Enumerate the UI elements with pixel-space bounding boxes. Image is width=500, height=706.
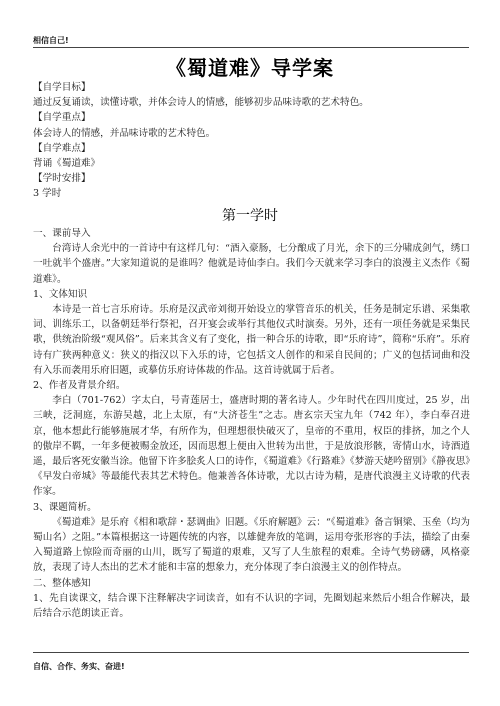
difficulty-heading: 【自学难点】 bbox=[33, 142, 91, 154]
header-divider bbox=[33, 47, 469, 48]
page-title: 《蜀道难》导学案 bbox=[166, 56, 334, 80]
goal-text: 通过反复诵读，读懂诗歌，并体会诗人的情感，能够初步品味诗歌的艺术特色。 bbox=[33, 97, 369, 109]
lesson-body bbox=[33, 226, 470, 621]
footer-motto: 自信、合作、务实、奋进! bbox=[33, 662, 125, 671]
goals-block bbox=[33, 80, 470, 202]
schedule-text: 3 学时 bbox=[33, 188, 62, 200]
key-point-heading: 【自学重点】 bbox=[33, 112, 91, 124]
lesson-title: 第一学时 bbox=[222, 208, 278, 224]
genre-paragraph: 本诗是一首七言乐府诗。乐府是汉武帝刘彻开始设立的掌管音乐的机关，任务是制定乐谱、采集歌词、训练乐工，以备朝廷举行祭祀，召开宴会或举行其他仪式时演奏。另外，还有一项任务就是采集民歌，供统治阶级“观风俗”。后来其含义有了变化，指一种合乐的诗歌，即“乐府诗”，简称“乐府”。乐府诗有广狭两种意义：狭义的指汉以下入乐的诗，它包括文人创作的和采自民间的；广义的包括词曲和没有入乐而袭用乐府旧题，或摹仿乐府诗体裁的作品。这首诗就属于后者。 bbox=[33, 304, 470, 376]
author-heading: 2、作者及背景介绍。 bbox=[33, 380, 126, 392]
header-motto: 相信自己! bbox=[33, 36, 69, 45]
goal-heading: 【自学目标】 bbox=[33, 82, 91, 93]
schedule-heading: 【学时安排】 bbox=[33, 173, 91, 185]
intro-paragraph: 台湾诗人余光中的一首诗中有这样几句：“酒入豪肠，七分酿成了月光，余下的三分啸成剑气，绣口一吐就半个盛唐。”大家知道说的是谁吗？他就是诗仙李白。我们今天就来学习李白的浪漫主义杰作《蜀道难》。 bbox=[33, 243, 470, 285]
intro-heading: 一、课前导入 bbox=[33, 228, 91, 239]
perception-paragraph: 1、先自读课文，结合课下注释解决字词读音，如有不认识的字词，先圈划起来然后小组合作解决，最后结合示范朗读正音。 bbox=[33, 592, 470, 620]
footer-divider bbox=[33, 652, 469, 653]
author-paragraph: 李白（701-762）字太白，号青莲居士，盛唐时期的著名诗人。少年时代在四川度过，25 岁，出三峡，泛洞庭，东游吴越，北上太原，有“大济苍生”之志。唐玄宗天宝九年（742 年），李白奉召进京，他本想此行能够施展才华，有所作为，但理想很快破灭了，皇帝的不重用，权臣的排挤，加之个人的傲岸不羁，一年多便被赐金放还，因而思想上便由入世转为出世，于是放浪形骸，寄情山水，诗酒逍遥，最后客死安徽当涂。他留下许多脍炙人口的诗作，《蜀道难》《行路难》《梦游天姥吟留别》《静夜思》《早发白帝城》等最能代表其艺术特色。他兼善各体诗歌，尤以古诗为精，是唐代浪漫主义诗歌的代表作家。 bbox=[33, 395, 470, 498]
topic-heading: 3、课题简析。 bbox=[33, 501, 97, 513]
genre-heading: 1、文体知识 bbox=[33, 288, 88, 300]
key-point-text: 体会诗人的情感，并品味诗歌的艺术特色。 bbox=[33, 127, 216, 139]
topic-paragraph: 《蜀道难》是乐府《相和歌辞・瑟调曲》旧题。《乐府解题》云：“《蜀道难》备言铜梁、玉垒（均为蜀山名）之阻。”本篇根据这一诗题传统的内容，以雄健奔放的笔调，运用夸张形容的手法，描绘了由秦入蜀道路上惊险而奇丽的山川，既写了蜀道的艰难，又写了人生旅程的艰难。全诗气势磅礴，风格豪放，表现了诗人杰出的艺术才能和丰富的想象力，充分体现了李白浪漫主义的创作特点。 bbox=[33, 516, 470, 574]
difficulty-text: 背诵《蜀道难》 bbox=[33, 158, 101, 170]
perception-heading: 二、整体感知 bbox=[33, 577, 91, 589]
